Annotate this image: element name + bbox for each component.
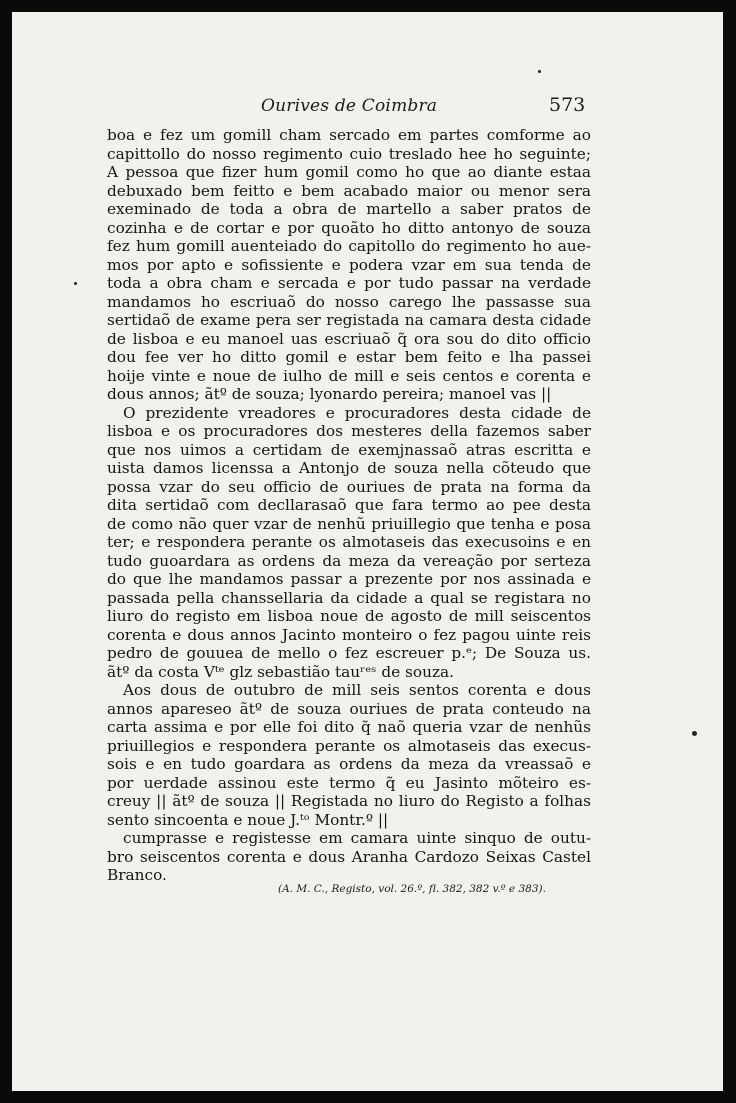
text-line: toda a obra cham e sercada e por tudo passar na verdade: [107, 274, 591, 292]
text-line: lisboa e os procuradores dos mesteres della fazemos saber: [107, 422, 591, 440]
text-line: ãtº da costa Vᵗᵉ glz sebastião tauʳᵉˢ de souza.: [107, 662, 454, 681]
text-line: do que lhe mandamos passar a prezente por nos assinada e: [107, 570, 591, 588]
body-text: [107, 126, 591, 885]
text-line: sertidaõ de exame pera ser registada na camara desta cidade: [107, 311, 591, 329]
text-line: liuro do registo em lisboa noue de agosto de mill seiscentos: [107, 607, 591, 625]
text-line: fez hum gomill auenteiado do capitollo do regimento ho aue-: [107, 237, 591, 255]
text-line: debuxado bem feitto e bem acabado maior ou menor sera: [107, 181, 591, 200]
text-line: creuy || ãtº de souza || Registada no liuro do Registo a folhas: [107, 792, 591, 810]
paragraph-oath: [107, 681, 591, 829]
source-citation: (A. M. C., Registo, vol. 26.º, fl. 382, 382 v.º e 383).: [278, 883, 546, 895]
text-line: sento sincoenta e noue J.ᵗᵒ Montr.º ||: [107, 810, 389, 829]
page-number: 573: [549, 94, 586, 116]
text-line: por uerdade assinou este termo q̃ eu Jasinto mõteiro es-: [107, 773, 591, 792]
text-line: hoije vinte e noue de iulho de mill e seis centos e corenta e: [107, 366, 591, 385]
text-line: dita sertidaõ com decllarasaõ que fara termo ao pee desta: [107, 496, 591, 514]
text-line: priuillegios e respondera perante os almotaseis das execus-: [107, 736, 591, 755]
text-line: de lisboa e eu manoel uas escriuaõ q̃ ora sou do dito officio: [107, 329, 591, 348]
paragraph-gomill-exam: [107, 126, 591, 404]
text-line: exeminado de toda a obra de martello a saber pratos de: [107, 200, 591, 218]
text-line: ter; e respondera perante os almotaseis das execusoins e en: [107, 533, 591, 551]
text-line: bro seiscentos corenta e dous Aranha Cardozo Seixas Castel: [107, 847, 591, 866]
text-line: tudo guoardara as ordens da meza da vereação por serteza: [107, 551, 591, 570]
book-page: [12, 12, 723, 1091]
text-line: A pessoa que fizer hum gomil como ho que ao diante estaa: [107, 163, 591, 181]
text-line: dous annos; ãtº de souza; lyonardo pereira; manoel vas ||: [107, 385, 552, 403]
text-line: de como não quer vzar de nenhũ priuillegio que tenha e posa: [107, 514, 591, 533]
text-line: boa e fez um gomill cham sercado em partes comforme ao: [107, 126, 591, 144]
margin-dot: [692, 731, 697, 736]
paragraph-license: [107, 404, 591, 682]
text-line: sois e en tudo goardara as ordens da meza da vreassaõ e: [107, 755, 591, 773]
text-line: cumprasse e registesse em camara uinte sinquo de outu-: [123, 829, 591, 847]
text-line: corenta e dous annos Jacinto monteiro o fez pagou uinte reis: [107, 625, 591, 644]
text-line: pedro de gouuea de mello o fez escreuer p.ᵉ; De Souza us.: [107, 644, 591, 662]
text-line: annos apareseo ãtº de souza ouriues de prata conteudo na: [107, 699, 591, 718]
text-line: carta assima e por elle foi dito q̃ naõ queria vzar de nenhũs: [107, 718, 591, 736]
paragraph-register: [107, 829, 591, 885]
text-line: capittollo do nosso regimento cuio treslado hee ho seguinte;: [107, 144, 591, 163]
text-line: dou fee ver ho ditto gomil e estar bem feito e lha passei: [107, 348, 591, 366]
text-line: passada pella chanssellaria da cidade a qual se registara no: [107, 588, 591, 607]
page-header: [12, 92, 723, 122]
text-line: uista damos licenssa a Antonjo de souza nella cõteudo que: [107, 459, 591, 477]
text-line: mandamos ho escriuaõ do nosso carego lhe passasse sua: [107, 292, 591, 311]
text-line: Branco.: [107, 866, 167, 884]
text-line: Aos dous de outubro de mill seis sentos corenta e dous: [123, 681, 591, 699]
margin-speck: [538, 70, 541, 73]
text-line: que nos uimos a certidam de exemjnassaõ atras escritta e: [107, 440, 591, 459]
text-line: possa vzar do seu officio de ouriues de prata na forma da: [107, 477, 591, 496]
text-line: cozinha e de cortar e por quoãto ho ditto antonyo de souza: [107, 218, 591, 237]
running-title: Ourives de Coimbra: [261, 96, 438, 116]
text-line: mos por apto e sofissiente e podera vzar em sua tenda de: [107, 255, 591, 274]
margin-speck: [74, 282, 77, 285]
text-line: O prezidente vreadores e procuradores desta cidade de: [123, 403, 591, 422]
